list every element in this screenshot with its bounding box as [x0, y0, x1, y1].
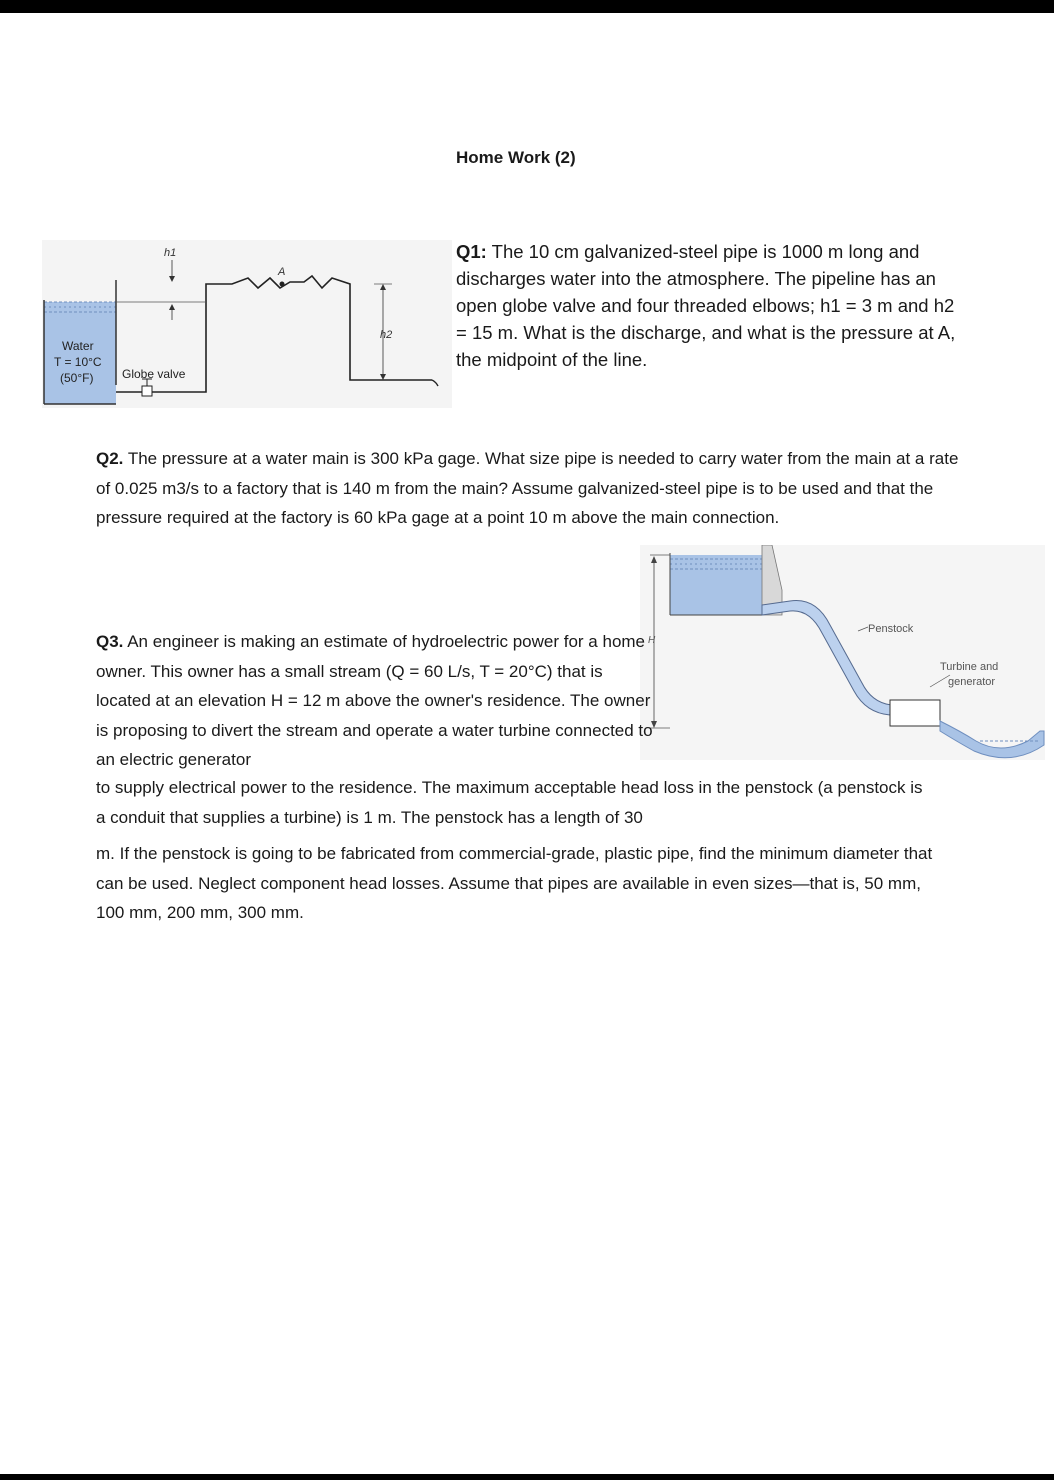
question-3-part-3: m. If the penstock is going to be fabricated from commercial-grade, plastic pipe, find the minimum diameter that can be used. Neglect component head losses. Assume that pipes are available in even sizes—that is, 50 mm, 100 mm, 200 mm, 300 mm. [96, 844, 933, 922]
globe-valve-symbol [142, 386, 152, 396]
page-title: Home Work (2) [456, 148, 576, 167]
penstock-label: Penstock [868, 623, 914, 635]
question-1-label: Q1: [456, 241, 487, 262]
h2-label: h2 [380, 329, 393, 341]
question-2-label: Q2. [96, 449, 124, 468]
figure-pipeline-diagram [42, 240, 452, 408]
temperature-f-label: (50°F) [60, 371, 94, 385]
turbine-box [890, 700, 940, 726]
question-3-part-2: to supply electrical power to the residence. The maximum acceptable head loss in the penstock (a penstock is a conduit that supplies a turbine) is 1 m. The penstock has a length of 30 [96, 778, 923, 827]
question-3-part-1 [96, 627, 656, 775]
question-1 [456, 238, 956, 373]
question-2 [96, 444, 966, 533]
h1-label: h1 [164, 247, 177, 259]
question-3-label: Q3. [96, 632, 124, 651]
top-border [0, 0, 1054, 13]
turbine-label-line2: generator [948, 676, 996, 688]
head-label: H [648, 635, 656, 646]
temperature-c-label: T = 10°C [54, 355, 102, 369]
turbine-label-line1: Turbine and [940, 661, 999, 673]
question-2-text: The pressure at a water main is 300 kPa gage. What size pipe is needed to carry water from the main at a rate of 0.025 m3/s to a factory that is 140 m from the main? Assume galvanized-steel pipe is to be used and that the pressure required at the factory is 60 kPa gage at a point 10 m above the main connection. [96, 449, 959, 527]
point-a-marker [280, 282, 285, 287]
question-1-text: The 10 cm galvanized-steel pipe is 1000 m long and discharges water into the atmosphere. The pipeline has an open globe valve and four threaded elbows; h1 = 3 m and h2 = 15 m. What is the discharge, and what is the pressure at A, the midpoint of the line. [456, 241, 956, 370]
globe-valve-label: Globe valve [122, 367, 186, 381]
reservoir-water [44, 302, 116, 404]
point-a-label: A [278, 266, 286, 278]
bottom-border [0, 1474, 1054, 1480]
question-3-text-1: An engineer is making an estimate of hydroelectric power for a home owner. This owner has a small stream (Q = 60 L/s, T = 20°C) that is located at an elevation H = 12 m above the owner's residence. The owner is proposing to divert the stream and operate a water turbine connected to an electric generator [96, 632, 653, 769]
figure-penstock-diagram [640, 545, 1045, 760]
water-label: Water [62, 339, 94, 353]
